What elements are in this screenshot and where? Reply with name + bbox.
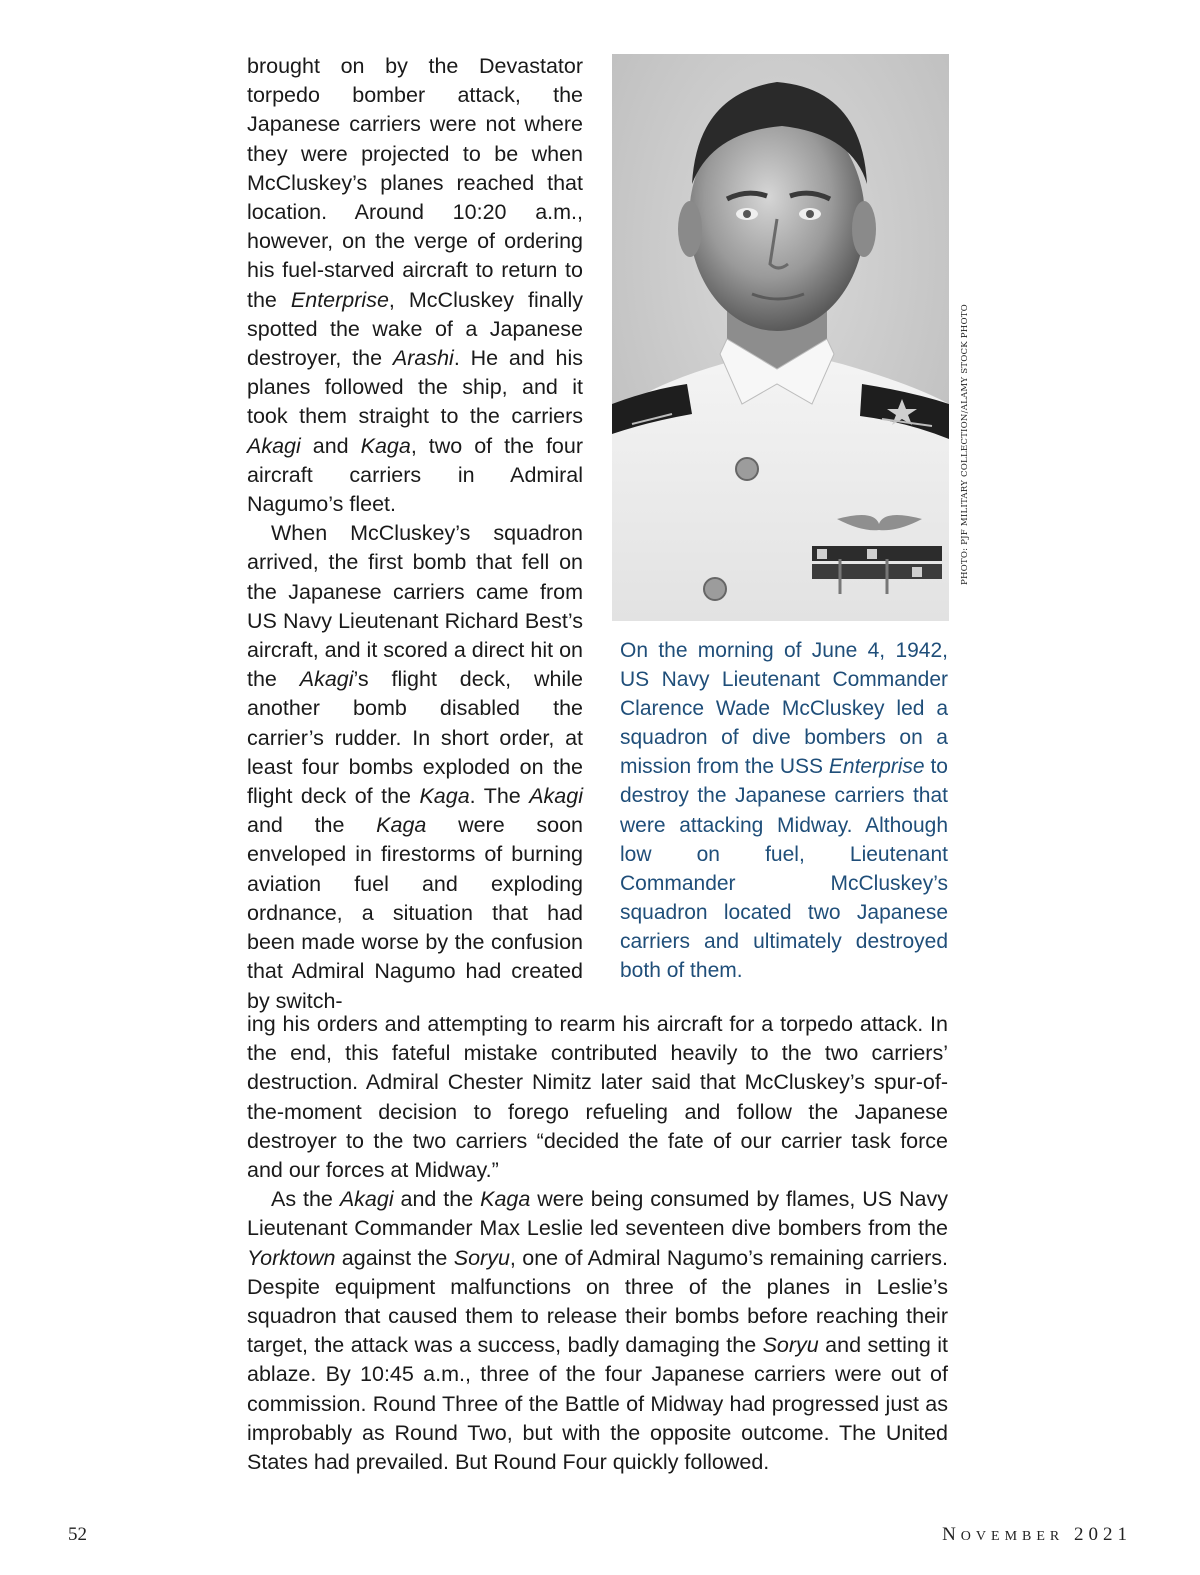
body-paragraph: When McCluskey’s squadron arrived, the first bomb that fell on the Japanese carriers came from US Navy Lieutenant Richard Best’s aircraft, and it scored a direct hit on the Akagi’s flight deck, while another bomb disabled the carrier’s rudder. In short order, at least four bombs exploded on the flight deck of the Kaga. The Akagi and the Kaga were soon enveloped in firestorms of burning aviation fuel and exploding ordnance, a situation that had been made worse by the confusion that Admiral Nagumo had created by switch- xyxy=(247,521,583,1013)
body-paragraph: As the Akagi and the Kaga were being consumed by flames, US Navy Lieutenant Commander Max Leslie led seventeen dive bombers from the Yorktown against the Soryu, one of Admiral Nagumo’s remaining carriers. Despite equipment malfunctions on three of the planes in Leslie’s squadron that caused them to release their bombs before reaching their target, the attack was a success, badly damaging the Soryu and setting it ablaze. By 10:45 a.m., three of the four Japanese carriers were out of commission. Round Three of the Battle of Midway had progressed just as improbably as Round Two, but with the opposite outcome. The United States had prevailed. But Round Four quickly followed. xyxy=(247,1187,949,1475)
portrait-photo xyxy=(612,54,949,621)
photo-caption: On the morning of June 4, 1942, US Navy Lieutenant Commander Clarence Wade McCluskey led a squadron of dive bombers on a mission from the USS Enterprise to destroy the Japanese carriers that were attacking Midway. Although low on fuel, Lieutenant Commander McCluskey’s squadron located two Japanese carriers and ultimately destroyed both of them. xyxy=(620,639,948,983)
full-width-text xyxy=(247,1010,948,1477)
left-column-text xyxy=(247,52,583,1016)
portrait-illustration xyxy=(612,54,949,621)
photo-credit: PHOTO: PJF MILITARY COLLECTION/ALAMY STOCK PHOTO xyxy=(960,304,970,585)
body-paragraph: ing his orders and attempting to rearm his aircraft for a torpedo attack. In the end, this fateful mistake contributed heavily to the two carriers’ destruction. Admiral Chester Nimitz later said that McCluskey’s spur-of-the-moment decision to forego refueling and follow the Japanese destroyer to the two carriers “decided the fate of our carrier task force and our forces at Midway.” xyxy=(247,1012,948,1183)
issue-date: NOVEMBER 2021 xyxy=(942,1524,1132,1545)
body-paragraph: brought on by the Devastator torpedo bomber attack, the Japanese carriers were not where they were projected to be when McCluskey’s planes reached that location. Around 10:20 a.m., however, on the verge of ordering his fuel-starved aircraft to return to the Enterprise, McCluskey finally spotted the wake of a Japanese destroyer, the Arashi. He and his planes followed the ship, and it took them straight to the carriers Akagi and Kaga, two of the four aircraft carriers in Admiral Nagumo’s fleet. xyxy=(247,54,583,517)
page-number: 52 xyxy=(68,1524,87,1545)
